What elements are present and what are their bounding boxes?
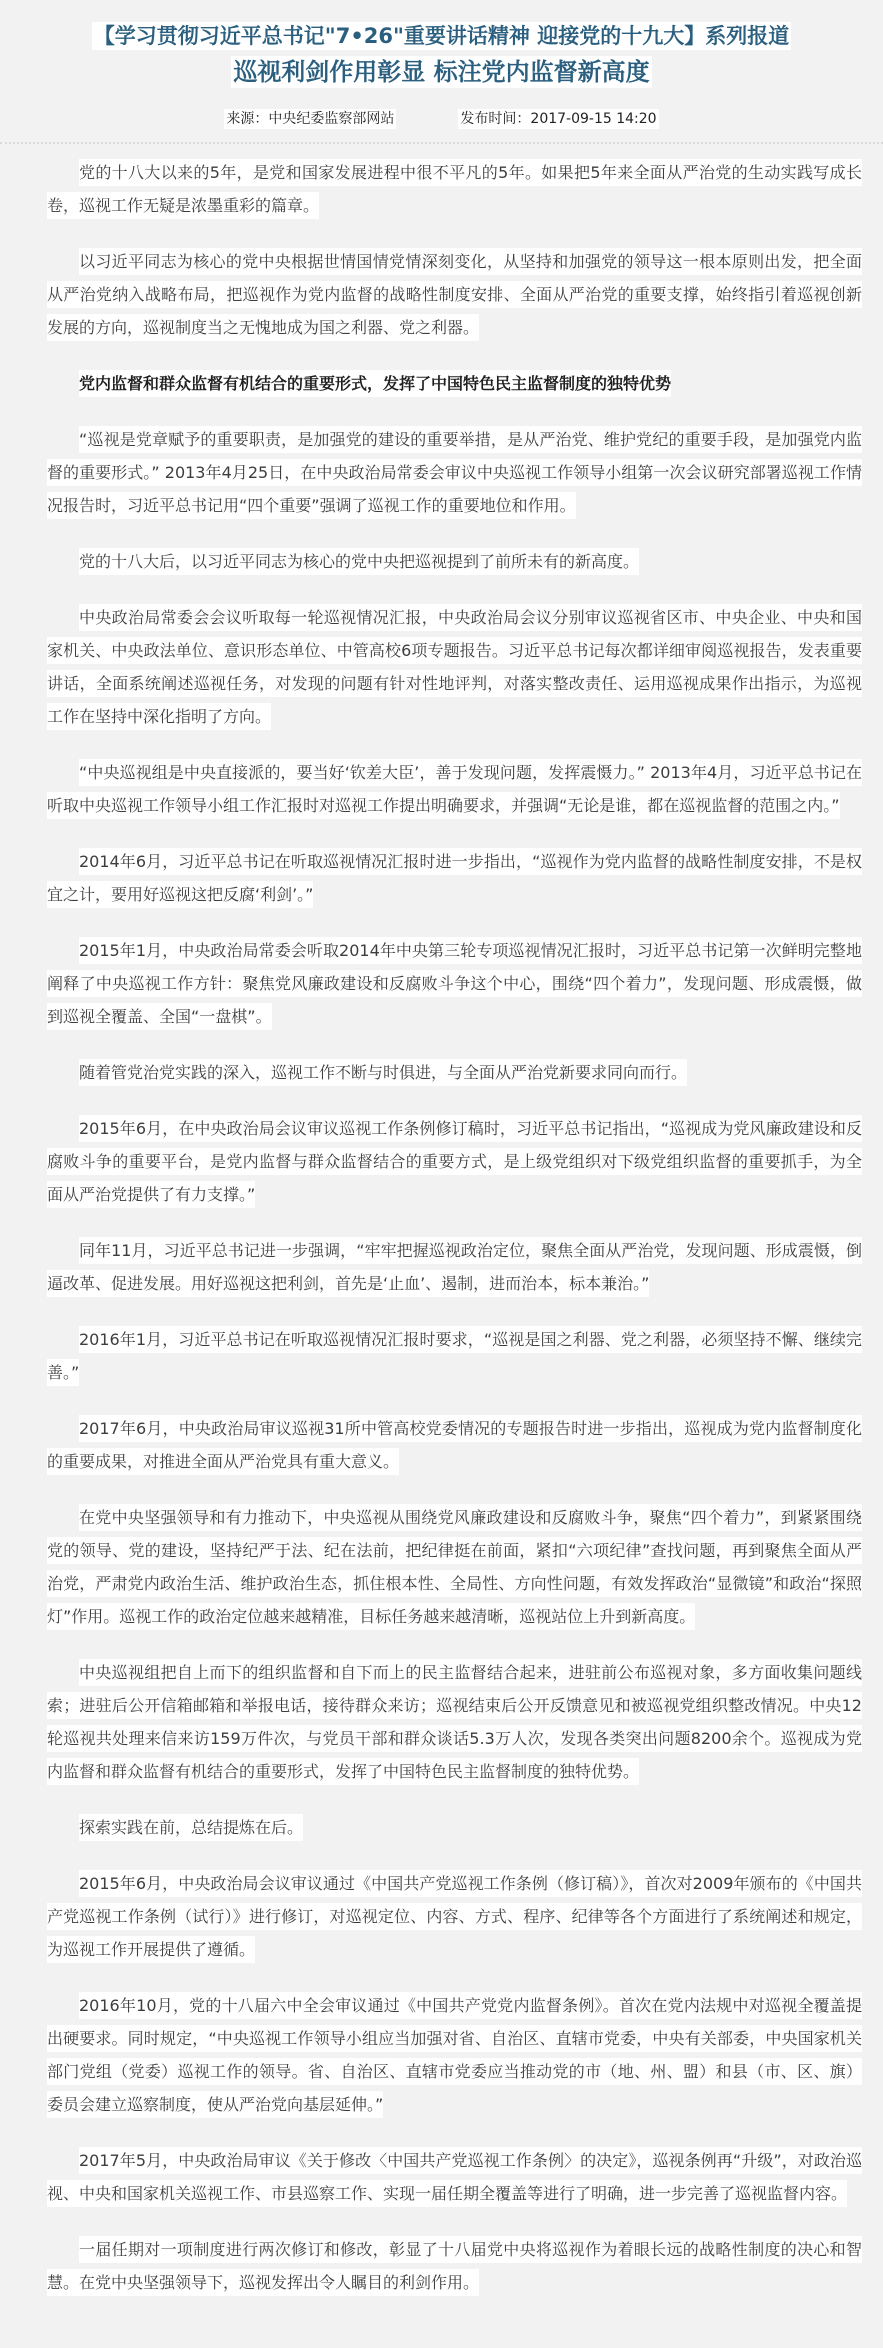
article-series-title-text: 【学习贯彻习近平总书记"7•26"重要讲话精神 迎接党的十九大】系列报道 <box>93 24 790 48</box>
paragraph <box>47 756 862 822</box>
paragraph-text: 2015年1月，中央政治局常委会听取2014年中央第三轮专项巡视情况汇报时，习近平总书记第一次鲜明完整地阐释了中央巡视工作方针：聚焦党风廉政建设和反腐败斗争这个中心，围绕“四个着力”，发现问题、形成震慑，做到巡视全覆盖、全国“一盘棋”。 <box>47 937 862 1030</box>
paragraph-text: 党的十八大以来的5年，是党和国家发展进程中很不平凡的5年。如果把5年来全面从严治党的生动实践写成长卷，巡视工作无疑是浓墨重彩的篇章。 <box>47 159 862 219</box>
article-body <box>0 144 883 2348</box>
paragraph-text: “巡视是党章赋予的重要职责，是加强党的建设的重要举措，是从严治党、维护党纪的重要手段，是加强党内监督的重要形式。” 2013年4月25日，在中央政治局常委会审议中央巡视工作领导小组第一次会议研究部署巡视工作情况报告时，习近平总书记用“四个重要”强调了巡视工作的重要地位和作用。 <box>47 426 862 519</box>
paragraph <box>47 845 862 911</box>
paragraph <box>47 423 862 522</box>
paragraph-text: 2017年5月，中央政治局审议《关于修改〈中国共产党巡视工作条例〉的决定》，巡视条例再“升级”，对政治巡视、中央和国家机关巡视工作、市县巡察工作、实现一届任期全覆盖等进行了明确，进一步完善了巡视监督内容。 <box>47 2147 862 2207</box>
article-meta <box>0 108 883 128</box>
paragraph <box>47 2144 862 2210</box>
paragraph-text: 2014年6月，习近平总书记在听取巡视情况汇报时进一步指出，“巡视作为党内监督的战略性制度安排，不是权宜之计，要用好巡视这把反腐‘利剑’。” <box>47 848 862 908</box>
paragraph <box>47 1323 862 1389</box>
paragraph-text: 党内监督和群众监督有机结合的重要形式，发挥了中国特色民主监督制度的独特优势 <box>79 370 671 397</box>
article-main-title-text: 巡视利剑作用彰显 标注党内监督新高度 <box>233 58 650 86</box>
article-main-title <box>0 54 883 90</box>
paragraph-text: 2015年6月，在中央政治局会议审议巡视工作条例修订稿时，习近平总书记指出，“巡视成为党风廉政建设和反腐败斗争的重要平台，是党内监督与群众监督结合的重要方式，是上级党组织对下级党组织监督的重要抓手，为全面从严治党提供了有力支撑。” <box>47 1115 862 1208</box>
paragraph-text: 2016年10月，党的十八届六中全会审议通过《中国共产党党内监督条例》。首次在党内法规中对巡视全覆盖提出硬要求。同时规定，“中央巡视工作领导小组应当加强对省、自治区、直辖市党委，中央有关部委，中央国家机关部门党组（党委）巡视工作的领导。省、自治区、直辖市党委应当推动党的市（地、州、盟）和县（市、区、旗）委员会建立巡察制度，使从严治党向基层延伸。” <box>47 1992 862 2118</box>
paragraph-text: 探索实践在前，总结提炼在后。 <box>79 1814 303 1841</box>
paragraph <box>47 245 862 344</box>
section-heading <box>47 367 862 400</box>
paragraph <box>47 601 862 733</box>
paragraph-text: 随着管党治党实践的深入，巡视工作不断与时俱进，与全面从严治党新要求同向而行。 <box>79 1059 687 1086</box>
paragraph-text: 2015年6月，中央政治局会议审议通过《中国共产党巡视工作条例（修订稿）》，首次对2009年颁布的《中国共产党巡视工作条例（试行）》进行修订，对巡视定位、内容、方式、程序、纪律等各个方面进行了系统阐述和规定，为巡视工作开展提供了遵循。 <box>47 1870 862 1963</box>
paragraph <box>47 1989 862 2121</box>
paragraph-text: 2016年1月，习近平总书记在听取巡视情况汇报时要求，“巡视是国之利器、党之利器，必须坚持不懈、继续完善。” <box>47 1326 862 1386</box>
paragraph-text: 以习近平同志为核心的党中央根据世情国情党情深刻变化，从坚持和加强党的领导这一根本原则出发，把全面从严治党纳入战略布局，把巡视作为党内监督的战略性制度安排、全面从严治党的重要支撑，始终指引着巡视创新发展的方向，巡视制度当之无愧地成为国之利器、党之利器。 <box>47 248 862 341</box>
paragraph <box>47 1412 862 1478</box>
paragraph <box>47 156 862 222</box>
paragraph-text: 同年11月，习近平总书记进一步强调，“牢牢把握巡视政治定位，聚焦全面从严治党，发现问题、形成震慑，倒逼改革、促进发展。用好巡视这把利剑，首先是‘止血’、遏制，进而治本，标本兼治。” <box>47 1237 862 1297</box>
paragraph-text: 一届任期对一项制度进行两次修订和修改，彰显了十八届党中央将巡视作为着眼长远的战略性制度的决心和智慧。在党中央坚强领导下，巡视发挥出令人瞩目的利剑作用。 <box>47 2236 862 2296</box>
paragraph <box>47 1112 862 1211</box>
paragraph <box>47 1656 862 1788</box>
article-publish-time: 发布时间：2017-09-15 14:20 <box>460 111 657 127</box>
article-series-title <box>0 20 883 52</box>
paragraph <box>47 1234 862 1300</box>
paragraph <box>47 934 862 1033</box>
paragraph <box>47 1501 862 1633</box>
paragraph <box>47 2233 862 2299</box>
paragraph <box>47 1867 862 1966</box>
paragraph <box>47 545 862 578</box>
paragraph <box>47 1056 862 1089</box>
paragraph-text: “中央巡视组是中央直接派的，要当好‘钦差大臣’，善于发现问题，发挥震慑力。” 2013年4月，习近平总书记在听取中央巡视工作领导小组工作汇报时对巡视工作提出明确要求，并强调“无论是谁，都在巡视监督的范围之内。” <box>47 759 862 819</box>
paragraph-text: 党的十八大后，以习近平同志为核心的党中央把巡视提到了前所未有的新高度。 <box>79 548 639 575</box>
paragraph-text: 在党中央坚强领导和有力推动下，中央巡视从围绕党风廉政建设和反腐败斗争，聚焦“四个着力”，到紧紧围绕党的领导、党的建设，坚持纪严于法、纪在法前，把纪律挺在前面，紧扣“六项纪律”查找问题，再到聚焦全面从严治党，严肃党内政治生活、维护政治生态，抓住根本性、全局性、方向性问题，有效发挥政治“显微镜”和政治“探照灯”作用。巡视工作的政治定位越来越精准，目标任务越来越清晰，巡视站位上升到新高度。 <box>47 1504 862 1630</box>
article-source: 来源：中央纪委监察部网站 <box>226 111 395 127</box>
paragraph-text: 2017年6月，中央政治局审议巡视31所中管高校党委情况的专题报告时进一步指出，巡视成为党内监督制度化的重要成果，对推进全面从严治党具有重大意义。 <box>47 1415 862 1475</box>
paragraph <box>47 1811 862 1844</box>
article-header <box>0 0 883 144</box>
paragraph-text: 中央政治局常委会会议听取每一轮巡视情况汇报，中央政治局会议分别审议巡视省区市、中央企业、中央和国家机关、中央政法单位、意识形态单位、中管高校6项专题报告。习近平总书记每次都详细审阅巡视报告，发表重要讲话，全面系统阐述巡视任务，对发现的问题有针对性地评判，对落实整改责任、运用巡视成果作出指示，为巡视工作在坚持中深化指明了方向。 <box>47 604 862 730</box>
paragraph-text: 中央巡视组把自上而下的组织监督和自下而上的民主监督结合起来，进驻前公布巡视对象，多方面收集问题线索；进驻后公开信箱邮箱和举报电话，接待群众来访；巡视结束后公开反馈意见和被巡视党组织整改情况。中央12轮巡视共处理来信来访159万件次，与党员干部和群众谈话5.3万人次，发现各类突出问题8200余个。巡视成为党内监督和群众监督有机结合的重要形式，发挥了中国特色民主监督制度的独特优势。 <box>47 1659 862 1785</box>
